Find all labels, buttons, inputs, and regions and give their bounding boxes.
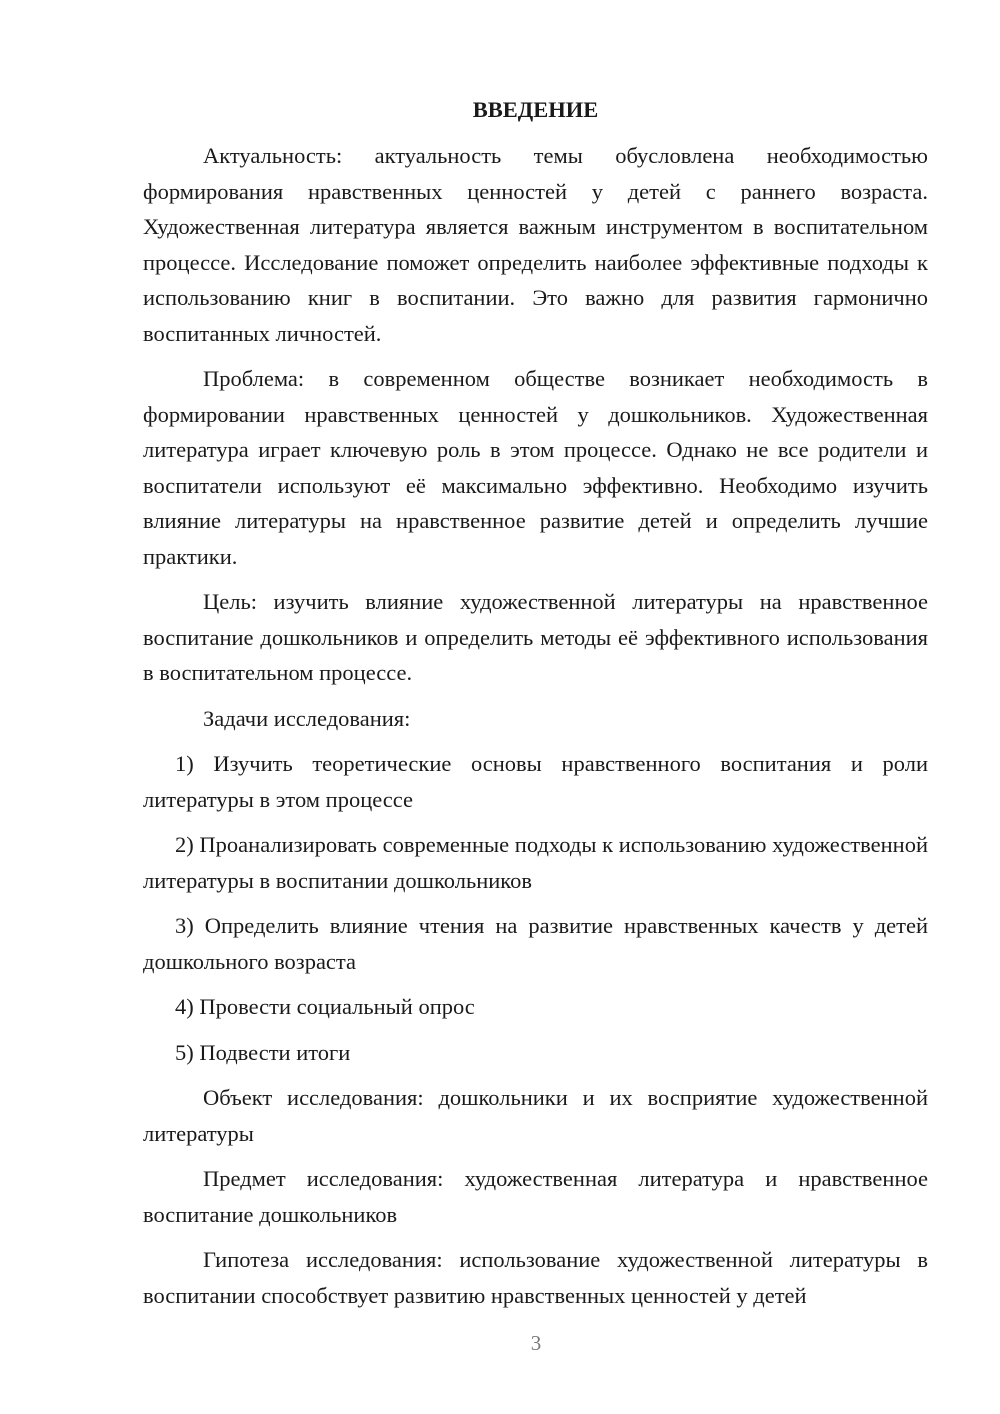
paragraph-hypothesis: Гипотеза исследования: использование художественной литературы в воспитании способствует развитию нравственных ценностей у детей [143,1247,928,1308]
paragraph-subject: Предмет исследования: художественная литература и нравственное воспитание дошкольников [143,1166,928,1227]
task-item-4: 4) Провести социальный опрос [175,994,475,1019]
task-item-2: 2) Проанализировать современные подходы к использованию художественной литературы в воспитании дошкольников [143,832,928,893]
paragraph-problem: Проблема: в современном обществе возникает необходимость в формировании нравственных ценностей у дошкольников. Художественная литература играет ключевую роль в этом процессе. Однако не все родители и воспитатели используют её максимально эффективно. Необходимо изучить влияние литературы на нравственное развитие детей и определить лучшие практики. [143,366,928,569]
page-body [143,95,928,1323]
task-item-3: 3) Определить влияние чтения на развитие нравственных качеств у детей дошкольного возраста [143,913,928,974]
task-item-1: 1) Изучить теоретические основы нравственного воспитания и роли литературы в этом процессе [143,751,928,812]
tasks-title: Задачи исследования: [203,705,411,731]
paragraph-relevance: Актуальность: актуальность темы обусловлена необходимостью формирования нравственных ценностей у детей с раннего возраста. Художественная литература является важным инструментом в воспитательном процессе. Исследование поможет определить наиболее эффективные подходы к использованию книг в воспитании. Это важно для развития гармонично воспитанных личностей. [143,143,928,346]
task-item-5: 5) Подвести итоги [175,1039,351,1065]
page-number: 3 [530,1331,542,1355]
paragraph-goal: Цель: изучить влияние художественной литературы на нравственное воспитание дошкольников и определить методы её эффективного использования в воспитательном процессе. [143,589,928,685]
paragraph-object: Объект исследования: дошкольники и их восприятие художественной литературы [143,1085,928,1146]
section-heading: ВВЕДЕНИЕ [472,97,599,122]
